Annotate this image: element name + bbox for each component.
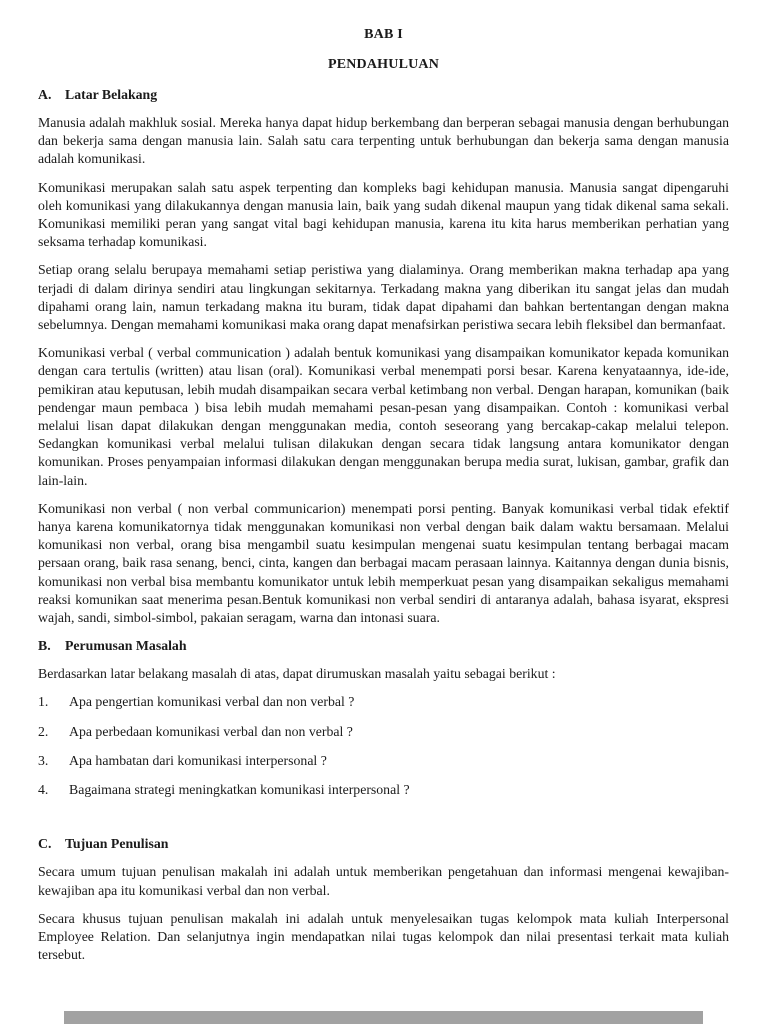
section-title: Perumusan Masalah (65, 638, 187, 654)
list-text: Apa hambatan dari komunikasi interpersonal ? (69, 752, 327, 768)
paragraph: Setiap orang selalu berupaya memahami setiap peristiwa yang dialaminya. Orang memberikan makna terhadap apa yang terjadi di dalam dirinya sendiri atau lingkungan sekitarnya. Terkadang makna yang diberikan itu sangat jelas dan mudah dipahami orang lain, namun terkadang makna itu buram, tidak dapat dipahami dan bahkan bertentangan dengan makna sebelumnya. Dengan memahami komunikasi maka orang dapat menafsirkan peristiwa secara lebih fleksibel dan bermanfaat. (38, 262, 729, 333)
list-item (38, 723, 729, 741)
list-text: Apa pengertian komunikasi verbal dan non verbal ? (69, 694, 355, 710)
paragraph: Secara umum tujuan penulisan makalah ini adalah untuk memberikan pengetahuan dan informasi mengenai kewajiban-kewajiban apa itu komunikasi verbal dan non verbal. (38, 864, 729, 898)
chapter-subtitle: PENDAHULUAN (327, 57, 440, 72)
scan-artifact-bar (64, 1011, 703, 1024)
list-text: Bagaimana strategi meningkatkan komunikasi interpersonal ? (69, 782, 410, 798)
section-label: B. (38, 638, 51, 654)
chapter-title: BAB I (364, 27, 403, 42)
list-number: 3. (38, 752, 49, 768)
list-item (38, 752, 729, 770)
paragraph: Komunikasi non verbal ( non verbal communicarion) menempati porsi penting. Banyak komunikasi verbal tidak efektif hanya karena komunikatornya tidak menggunakan komunikasi non verbal dengan baik dalam waktu bersamaan. Melalui komunikasi non verbal, orang bisa mengambil suatu kesimpulan mengenai suatu kesimpulan tentang berbagai macam persaan orang, baik rasa senang, benci, cinta, kangen dan berbagai macam perasaan lainnya. Kaitannya dengan dunia bisnis, komunikasi non verbal bisa membantu komunikator untuk lebih memperkuat pesan yang disampaikan sekaligus memahami reaksi komunikan saat menerima pesan.Bentuk komunikasi non verbal sendiri di antaranya adalah, bahasa isyarat, ekspresi wajah, sandi, simbol-simbol, pakaian seragam, warna dan intonasi suara. (38, 500, 729, 626)
paragraph: Komunikasi verbal ( verbal communication ) adalah bentuk komunikasi yang disampaikan komunikator kepada komunikan dengan cara tertulis (written) atau lisan (oral). Komunikasi verbal menempati porsi besar. Karena kenyataannya, ide-ide, pemikiran atau keputusan, lebih mudah disampaikan secara verbal ketimbang non verbal. Dengan harapan, komunikan (baik pendengar maun pembaca ) bisa lebih mudah memahami pesan-pesan yang disampaikan. Contoh : komunikasi verbal melalui lisan dapat dilakukan dengan menggunakan media, contoh seseorang yang bercakap-cakap melalui telepon. Sedangkan komunikasi verbal melalui tulisan dilakukan dengan secara tidak langsung antara komunikator dengan komunikan. Proses penyampaian informasi dilakukan dengan menggunakan berupa media surat, lukisan, gambar, grafik dan lain-lain. (38, 345, 729, 488)
paragraph: Manusia adalah makhluk sosial. Mereka hanya dapat hidup berkembang dan berperan sebagai manusia dengan berhubungan dan bekerja sama dengan manusia lain. Salah satu cara terpenting untuk berhubungan dan bekerja sama dengan manusia adalah komunikasi. (38, 115, 729, 167)
paragraph: Berdasarkan latar belakang masalah di atas, dapat dirumuskan masalah yaitu sebagai berikut : (38, 666, 556, 682)
section-label: A. (38, 87, 52, 102)
section-heading-tujuan-penulisan (38, 835, 729, 853)
paragraph: Secara khusus tujuan penulisan makalah ini adalah untuk menyelesaikan tugas kelompok mata kuliah Interpersonal Employee Relation. Dan selanjutnya ingin mendapatkan nilai tugas kelompok dan nilai presentasi terkait mata kuliah tersebut. (38, 910, 729, 963)
section-title: Tujuan Penulisan (65, 836, 169, 852)
section-heading-perumusan-masalah (38, 637, 729, 655)
section-title: Latar Belakang (65, 87, 158, 102)
list-text: Apa perbedaan komunikasi verbal dan non verbal ? (69, 723, 353, 739)
list-number: 4. (38, 782, 49, 798)
section-label: C. (38, 836, 52, 852)
section-heading-latar-belakang (38, 86, 729, 104)
list-item (38, 781, 729, 799)
list-number: 1. (38, 694, 49, 710)
list-item (38, 693, 729, 711)
paragraph: Komunikasi merupakan salah satu aspek terpenting dan kompleks bagi kehidupan manusia. Manusia sangat dipengaruhi oleh komunikasi yang dilakukannya dengan manusia lain, baik yang sudah dikenal maupun yang tidak dikenal sama sekali. Komunikasi memiliki peran yang sangat vital bagi kehidupan manusia, karena itu kita harus memberikan perhatian yang seksama terhadap komunikasi. (38, 179, 729, 250)
list-number: 2. (38, 723, 49, 739)
numbered-list (38, 693, 729, 799)
